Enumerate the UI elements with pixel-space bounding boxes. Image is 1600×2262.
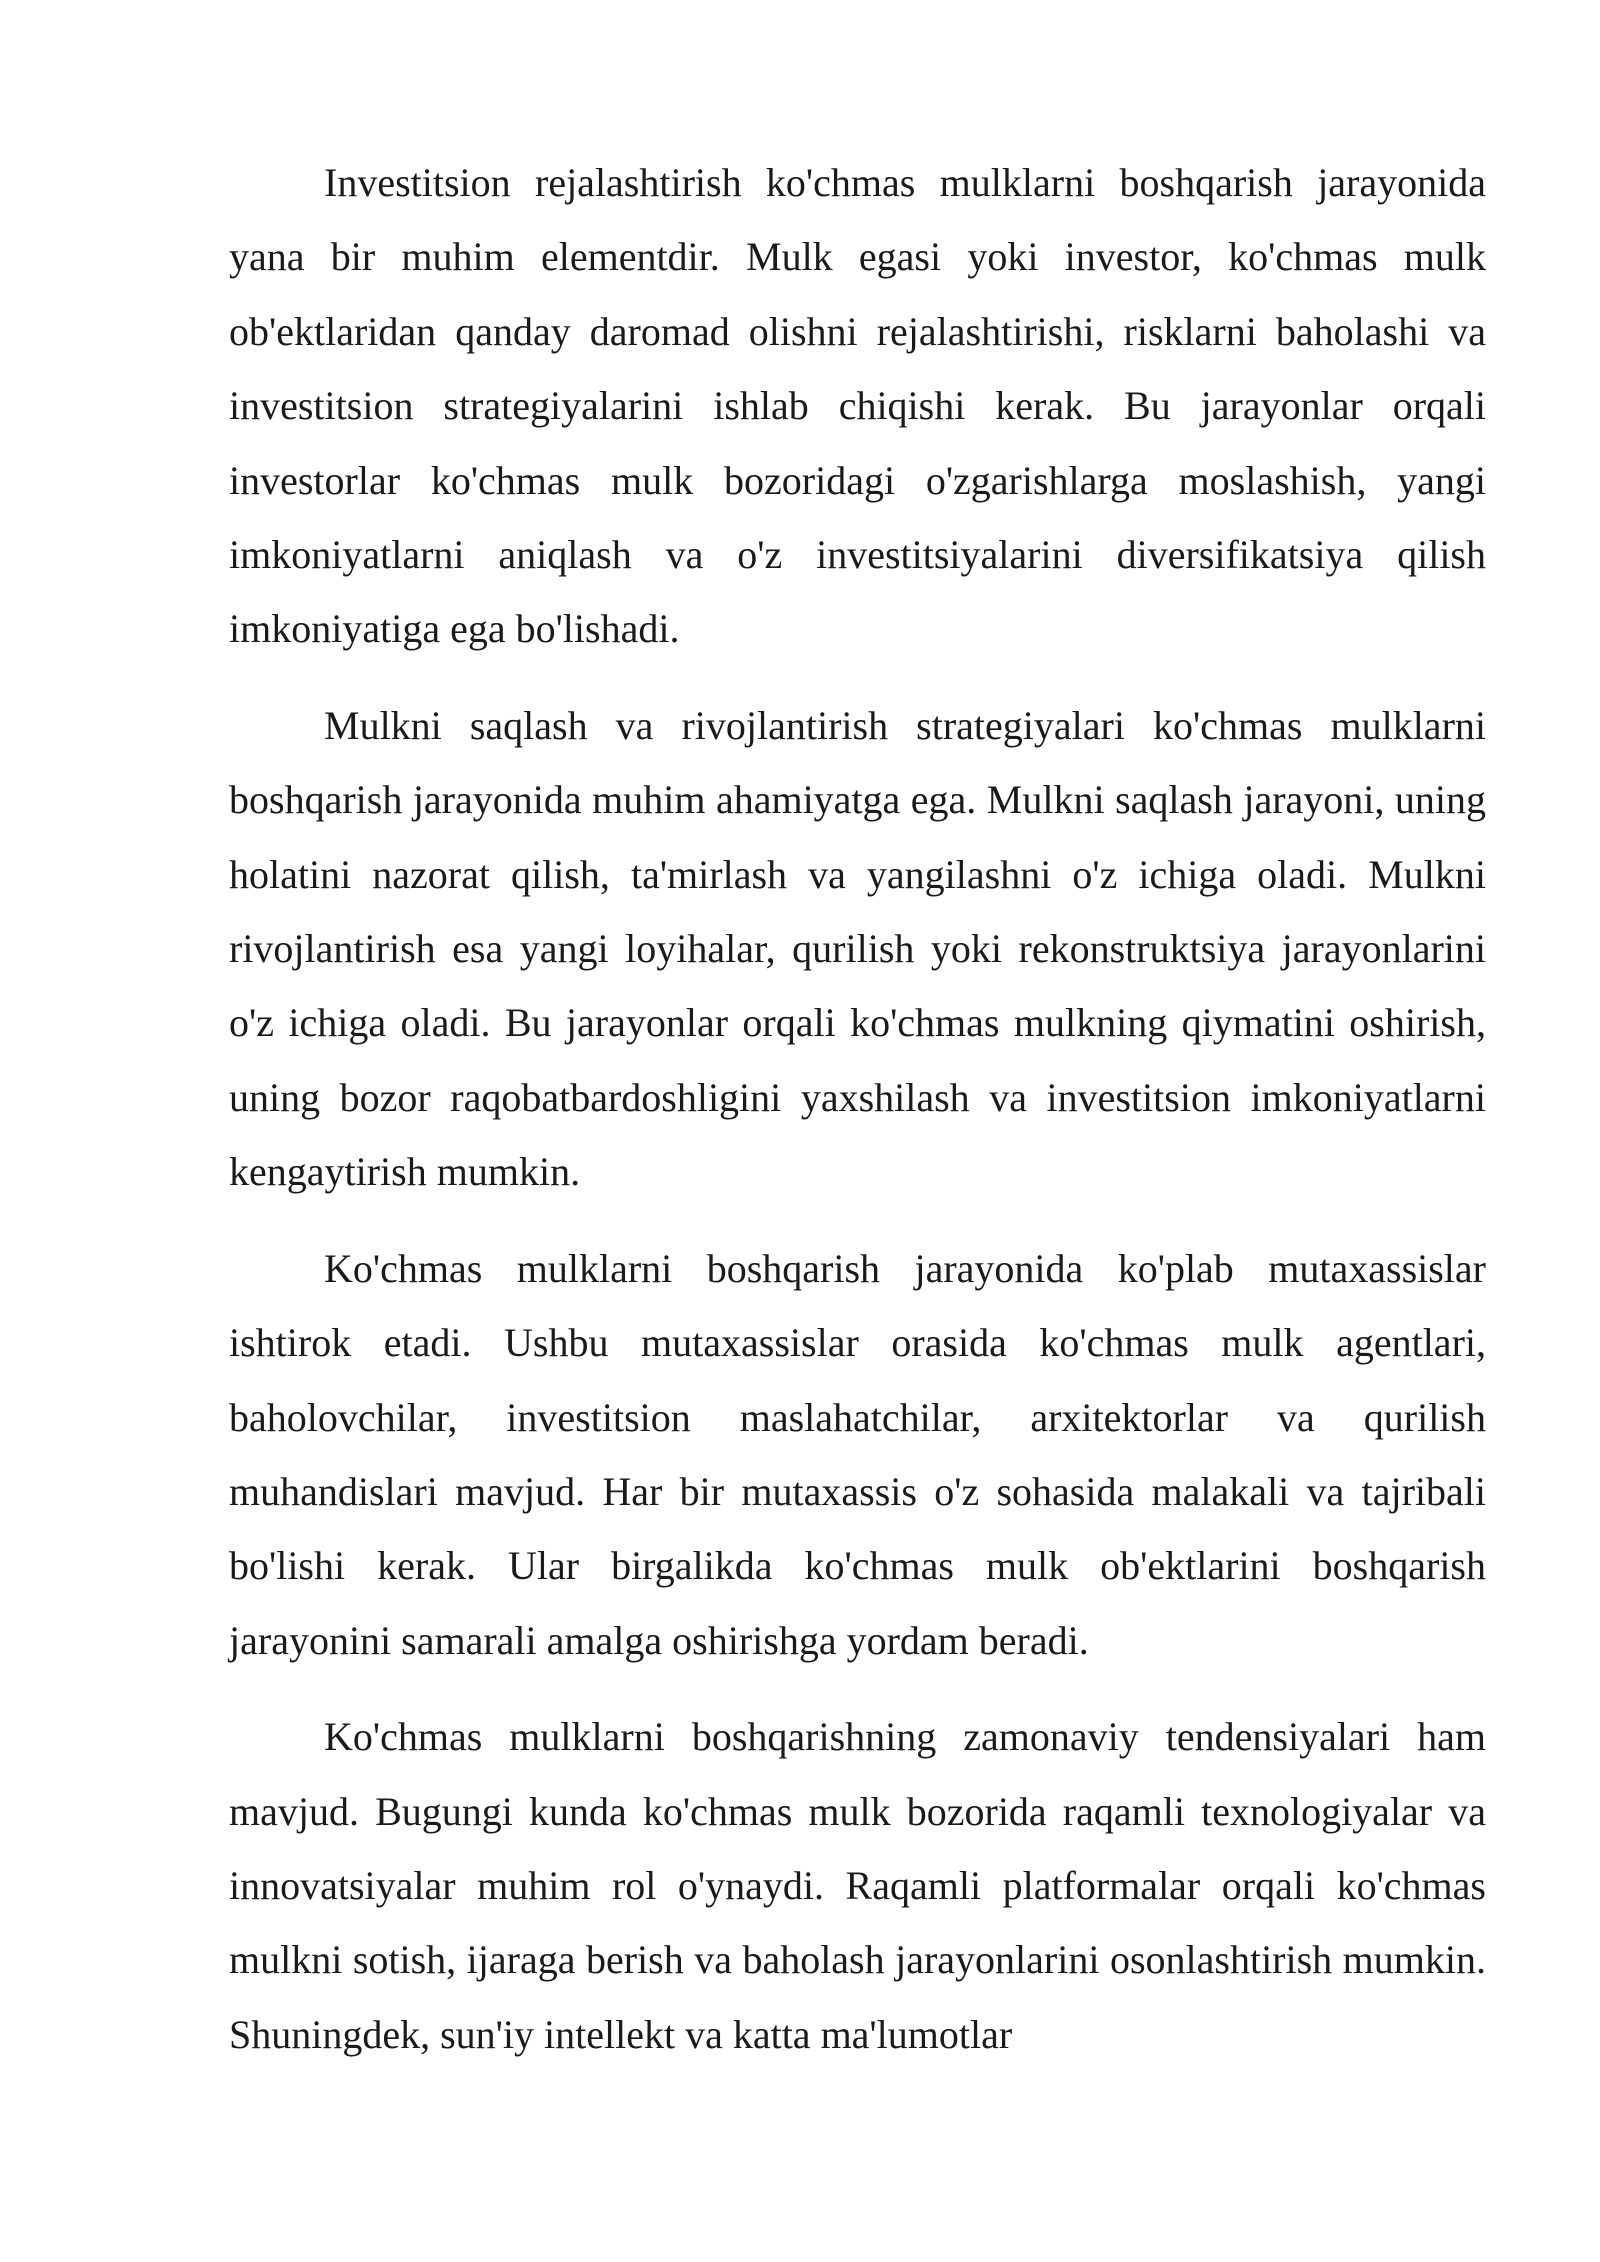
paragraph-investment-planning: Investitsion rejalashtirish ko'chmas mulklarni boshqarish jarayonida yana bir muhim elementdir. Mulk egasi yoki investor, ko'chmas mulk ob'ektlaridan qanday daromad olishni rejalashtirishi, risklarni baholashi va investitsion strategiyalarini ishlab chiqishi kerak. Bu jarayonlar orqali investorlar ko'chmas mulk bozoridagi o'zgarishlarga moslashish, yangi imkoniyatlarni aniqlash va o'z investitsiyalarini diversifikatsiya qilish imkoniyatiga ega bo'lishadi. (229, 160, 1486, 652)
document-body (229, 146, 1486, 2094)
paragraph-modern-trends: Ko'chmas mulklarni boshqarishning zamonaviy tendensiyalari ham mavjud. Bugungi kunda ko'chmas mulk bozorida raqamli texnologiyalar va innovatsiyalar muhim rol o'ynaydi. Raqamli platformalar orqali ko'chmas mulkni sotish, ijaraga berish va baholash jarayonlarini osonlashtirish mumkin. Shuningdek, sun'iy intellekt va katta ma'lumotlar (229, 1714, 1486, 2057)
paragraph-property-maintenance: Mulkni saqlash va rivojlantirish strategiyalari ko'chmas mulklarni boshqarish jarayonida muhim ahamiyatga ega. Mulkni saqlash jarayoni, uning holatini nazorat qilish, ta'mirlash va yangilashni o'z ichiga oladi. Mulkni rivojlantirish esa yangi loyihalar, qurilish yoki rekonstruktsiya jarayonlarini o'z ichiga oladi. Bu jarayonlar orqali ko'chmas mulkning qiymatini oshirish, uning bozor raqobatbardoshligini yaxshilash va investitsion imkoniyatlarni kengaytirish mumkin. (229, 702, 1486, 1195)
paragraph-specialists: Ko'chmas mulklarni boshqarish jarayonida ko'plab mutaxassislar ishtirok etadi. Ushbu mutaxassislar orasida ko'chmas mulk agentlari, baholovchilar, investitsion maslahatchilar, arxitektorlar va qurilish muhandislari mavjud. Har bir mutaxassis o'z sohasida malakali va tajribali bo'lishi kerak. Ular birgalikda ko'chmas mulk ob'ektlarini boshqarish jarayonini samarali amalga oshirishga yordam beradi. (229, 1245, 1486, 1663)
